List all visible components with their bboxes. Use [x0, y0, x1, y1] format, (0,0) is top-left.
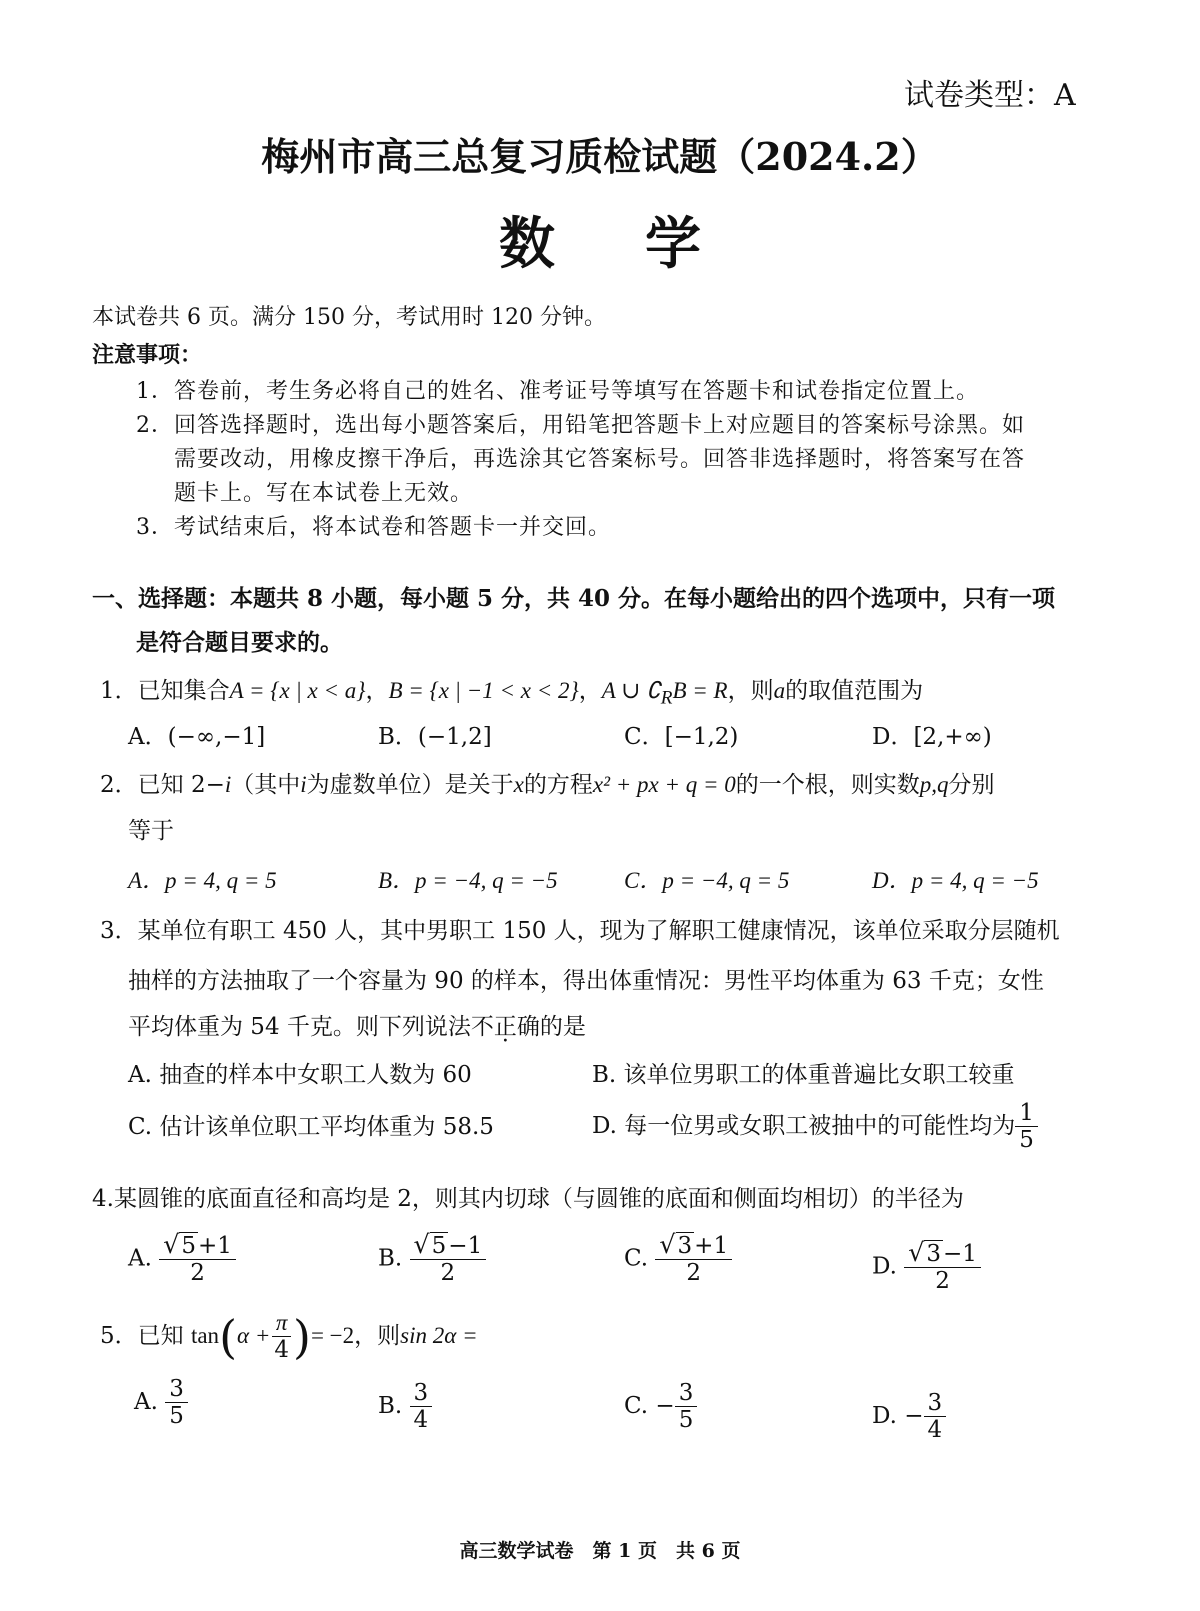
option-c: C．[−1,2): [624, 724, 739, 750]
fraction: $\frac{3}{5}$: [165, 1376, 188, 1430]
subject-title: 数学: [499, 211, 791, 277]
paper-type: 试卷类型：A: [904, 78, 1076, 113]
option-d: D. − $\frac{3}{4}$: [872, 1390, 946, 1444]
question-1: 1．已知集合A = {x | x < a}，B = {x | −1 < x < 2}，A ∪ $∁_RB = R$，则a的取值范围为: [100, 678, 924, 709]
fraction: √ 5 +1 2: [159, 1232, 236, 1287]
note-item: 题卡上。写在本试卷上无效。: [174, 481, 474, 506]
sqrt-symbol: √ 5: [413, 1230, 447, 1259]
fraction: $\frac{1}{5}$: [1015, 1100, 1038, 1154]
sqrt-symbol: √ 3: [659, 1230, 693, 1259]
exam-title: 梅州市高三总复习质检试题（2024.2）: [261, 134, 939, 179]
question-number: 1．: [100, 678, 138, 704]
question-number: 4.: [92, 1186, 114, 1212]
exam-intro: 本试卷共 6 页。满分 150 分，考试用时 120 分钟。: [92, 305, 606, 330]
option-a: A. √ 5 +1 2: [128, 1232, 236, 1287]
question-number: 5．: [100, 1322, 138, 1349]
option-c: C. 估计该单位职工平均体重为 58.5: [128, 1114, 494, 1140]
option-a: A. $\frac{3}{5}$: [134, 1376, 188, 1430]
note-item: 需要改动，用橡皮擦干净后，再选涂其它答案标号。回答非选择题时，将答案写在答: [174, 447, 1026, 472]
option-d: D．[2,+∞): [872, 724, 992, 750]
option-b: B．(−1,2]: [378, 724, 492, 750]
option-b: B. $\frac{3}{4}$: [378, 1380, 432, 1434]
option-d: D. √ 3 −1 2: [872, 1240, 981, 1295]
question-number: 2．: [100, 772, 138, 798]
fraction: √ 3 +1 2: [655, 1232, 732, 1287]
option-d: D. 每一位男或女职工被抽中的可能性均为 $\frac{1}{5}$: [592, 1100, 1038, 1154]
question-2: 2．已知 2−i（其中i为虚数单位）是关于x的方程x² + px + q = 0的一个根，则实数p,q分别: [100, 772, 995, 798]
question-3-line3: 平均体重为 54 千克。则下列说法不正确的是: [128, 1014, 586, 1040]
fraction: $\frac{3}{4}$: [410, 1380, 433, 1434]
question-3-line2: 抽样的方法抽取了一个容量为 90 的样本，得出体重情况：男性平均体重为 63 千克；女性: [128, 968, 1044, 994]
sqrt-symbol: √ 5: [163, 1230, 196, 1259]
note-item: 1．答卷前，考生务必将自己的姓名、准考证号等填写在答题卡和试卷指定位置上。: [136, 379, 979, 404]
page-footer: 高三数学试卷 第 1 页 共 6 页: [459, 1540, 741, 1562]
question-2-cont: 等于: [128, 818, 174, 844]
option-a: A．p = 4, q = 5: [128, 868, 277, 893]
fraction: √ 5 −1 2: [410, 1232, 487, 1287]
question-number: 3．: [100, 918, 138, 944]
section-heading-cont: 是符合题目要求的。: [136, 629, 343, 656]
fraction: $\frac{3}{4}$: [924, 1390, 947, 1444]
option-d: D．p = 4, q = −5: [872, 868, 1039, 893]
option-b: B．p = −4, q = −5: [378, 868, 558, 893]
emphasis-text: 不正确: [470, 1014, 540, 1040]
option-b: B. √ 5 −1 2: [378, 1232, 486, 1287]
notes-heading: 注意事项：: [92, 342, 203, 368]
option-a: A. 抽查的样本中女职工人数为 60: [128, 1062, 472, 1088]
question-3: 3．某单位有职工 450 人，其中男职工 150 人，现为了解职工健康情况，该单位采取分层随机: [100, 918, 1060, 944]
option-c: C．p = −4, q = 5: [624, 868, 790, 893]
fraction: $\frac{\pi}{4}$: [270, 1310, 293, 1364]
fraction: √ 3 −1 2: [904, 1240, 981, 1295]
option-a: A．(−∞,−1]: [128, 724, 266, 750]
option-c: C. √ 3 +1 2: [624, 1232, 732, 1287]
fraction: $\frac{3}{5}$: [675, 1380, 698, 1434]
equation: x² + px + q = 0: [592, 772, 736, 797]
set-a: A = {x | x < a}: [229, 678, 366, 703]
section-heading: 一、选择题：本题共 8 小题，每小题 5 分，共 40 分。在每小题给出的四个选项中，只有一项: [92, 585, 1056, 612]
note-item: 3．考试结束后，将本试卷和答题卡一并交回。: [136, 515, 611, 540]
question-4: 4.某圆锥的底面直径和高均是 2，则其内切球（与圆锥的底面和侧面均相切）的半径为: [92, 1186, 964, 1212]
union-expr: A ∪ $∁_RB = R$: [601, 678, 728, 709]
option-c: C. − $\frac{3}{5}$: [624, 1380, 697, 1434]
set-b: B = {x | −1 < x < 2}: [388, 678, 579, 703]
note-item: 2．回答选择题时，选出每小题答案后，用铅笔把答题卡上对应题目的答案标号涂黑。如: [136, 413, 1025, 438]
question-5: 5．已知 tan(α + $\frac{\pi}{4}$ )= −2，则sin 2α =: [100, 1309, 478, 1364]
sqrt-symbol: √ 3: [908, 1238, 942, 1267]
option-b: B. 该单位男职工的体重普遍比女职工较重: [592, 1062, 1015, 1088]
